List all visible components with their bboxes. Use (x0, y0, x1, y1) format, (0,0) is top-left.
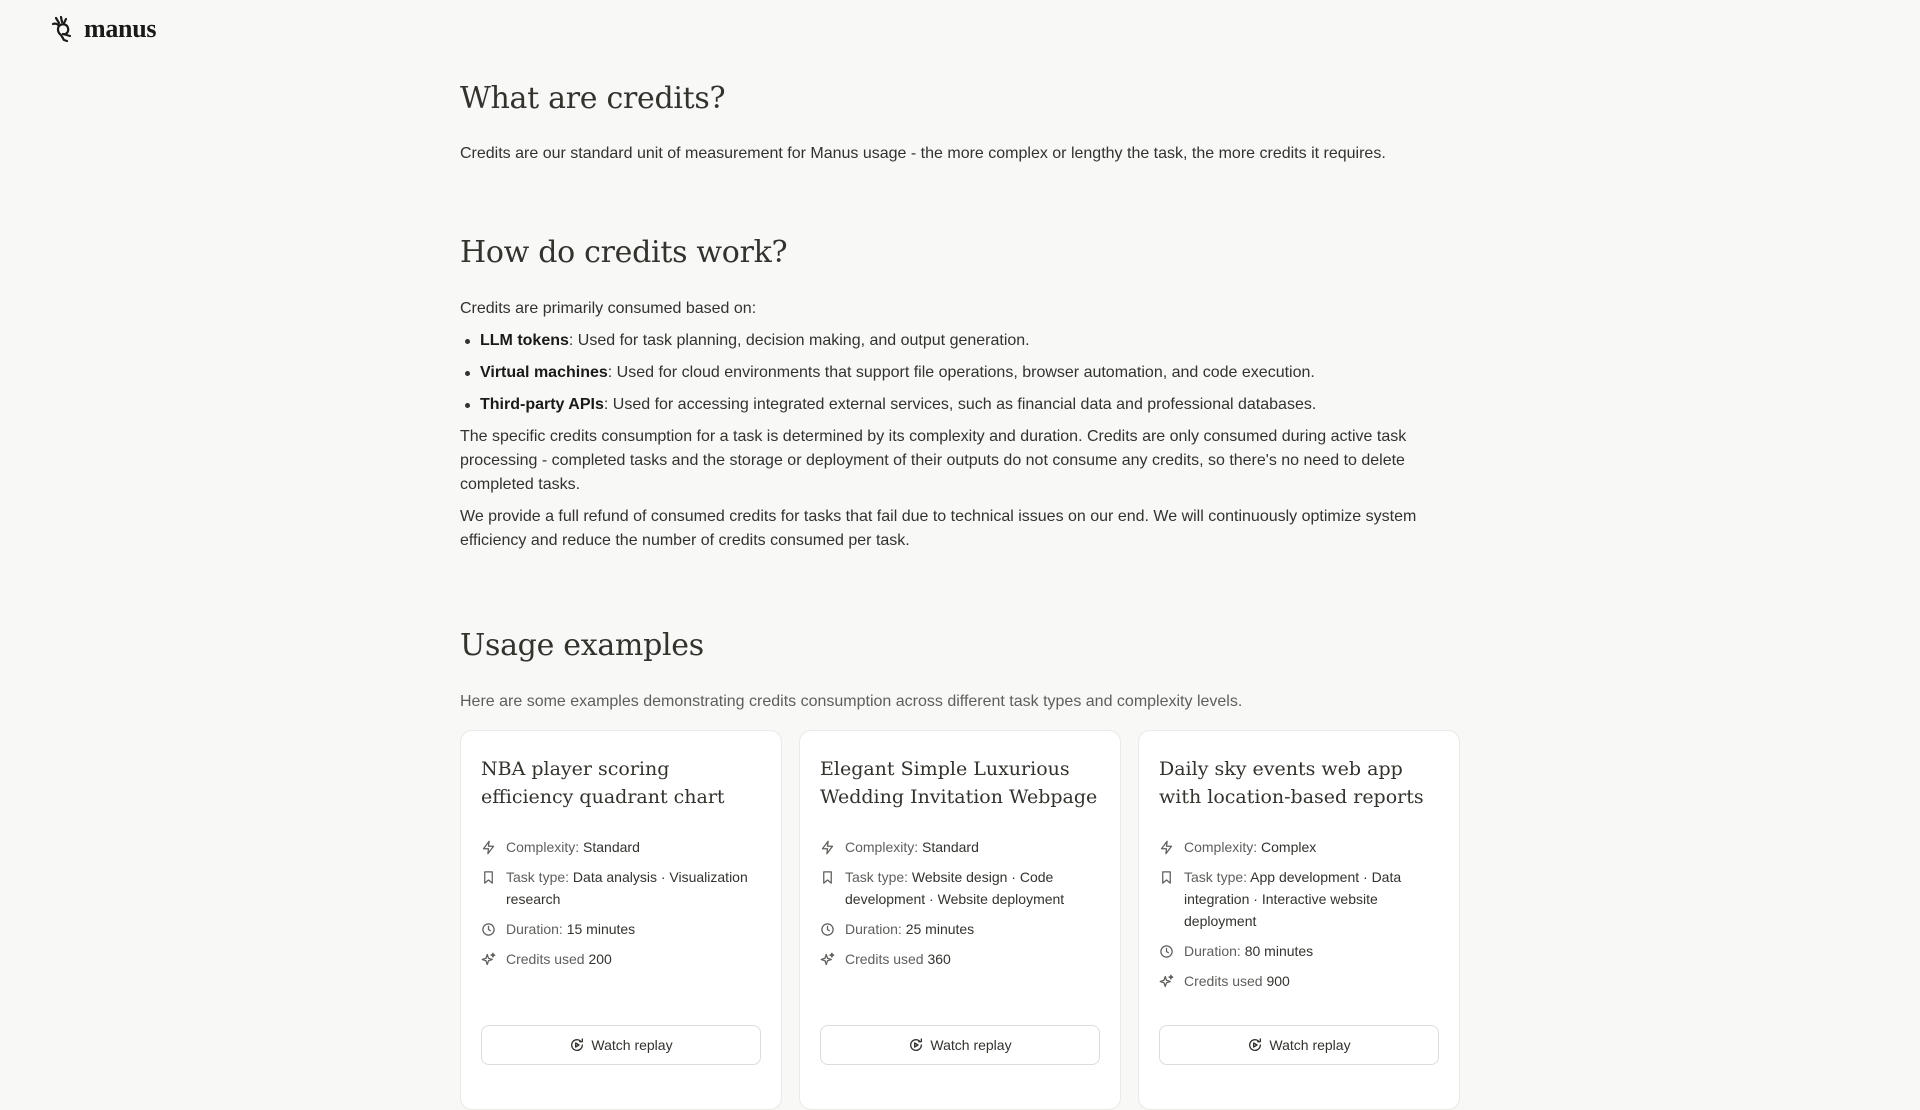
usage-example-cards (460, 730, 1460, 1110)
task-type-row (481, 866, 761, 910)
sparkle-icon (820, 948, 836, 970)
sparkle-icon (1159, 970, 1175, 992)
list-item-term: Virtual machines (480, 364, 608, 381)
credits-value: 900 (1266, 973, 1290, 989)
how-credits-work-content (460, 297, 1460, 553)
list-item-desc: : Used for cloud environments that support file operations, browser automation, and code execution. (607, 364, 1315, 381)
card-meta (481, 836, 761, 970)
watch-replay-button[interactable] (820, 1025, 1100, 1065)
card-title: Daily sky events web app with location-based reports (1159, 758, 1424, 808)
credits-label: Credits used (845, 951, 924, 967)
usage-card (799, 730, 1121, 1110)
clock-icon (1159, 940, 1175, 962)
complexity-value: Standard (583, 839, 640, 855)
replay-icon (1247, 1037, 1263, 1053)
clock-icon (481, 918, 497, 940)
credits-label: Credits used (506, 951, 585, 967)
lightning-icon (820, 836, 836, 858)
complexity-row (1159, 836, 1439, 858)
bookmark-icon (1159, 866, 1175, 888)
task-type-label: Task type: (845, 869, 909, 885)
credits-value: 360 (927, 951, 951, 967)
how-lead-text: Credits are primarily consumed based on: (460, 300, 757, 317)
refund-paragraph: We provide a full refund of consumed credits for tasks that fail due to technical issues on our end. We will continuously optimize system efficiency and reduce the number of credits consumed per task. (460, 508, 1417, 549)
replay-icon (569, 1037, 585, 1053)
complexity-label: Complexity: (506, 839, 580, 855)
complexity-label: Complexity: (1184, 839, 1258, 855)
task-type-label: Task type: (1184, 869, 1248, 885)
bookmark-icon (820, 866, 836, 888)
credits-row (820, 948, 1100, 970)
usage-card (1138, 730, 1460, 1110)
section-title-how-credits-work: How do credits work? (460, 235, 788, 270)
usage-card (460, 730, 782, 1110)
duration-label: Duration: (506, 921, 563, 937)
complexity-row (820, 836, 1100, 858)
list-item-term: LLM tokens (480, 332, 569, 349)
credits-row (481, 948, 761, 970)
duration-label: Duration: (1184, 943, 1241, 959)
bookmark-icon (481, 866, 497, 888)
task-type-value: Website design · Code development · Website deployment (845, 869, 1065, 907)
duration-value: 80 minutes (1244, 943, 1314, 959)
card-title: NBA player scoring efficiency quadrant chart (481, 758, 725, 808)
card-meta (820, 836, 1100, 970)
watch-replay-label: Watch replay (591, 1037, 673, 1053)
lightning-icon (481, 836, 497, 858)
task-type-value: App development · Data integration · Interactive website deployment (1184, 869, 1402, 929)
list-item (460, 393, 1460, 417)
complexity-row (481, 836, 761, 858)
consumption-list (460, 329, 1460, 417)
clock-icon (820, 918, 836, 940)
duration-row (1159, 940, 1439, 962)
card-meta (1159, 836, 1439, 992)
complexity-value: Standard (922, 839, 979, 855)
lightning-icon (1159, 836, 1175, 858)
section-title-what-are-credits: What are credits? (460, 81, 726, 116)
duration-label: Duration: (845, 921, 902, 937)
watch-replay-label: Watch replay (930, 1037, 1012, 1053)
complexity-label: Complexity: (845, 839, 919, 855)
credits-row (1159, 970, 1439, 992)
credits-label: Credits used (1184, 973, 1263, 989)
complexity-value: Complex (1261, 839, 1317, 855)
watch-replay-button[interactable] (481, 1025, 761, 1065)
list-item-desc: : Used for accessing integrated external services, such as financial data and professional databases. (603, 396, 1317, 413)
task-type-row (820, 866, 1100, 910)
usage-intro-text: Here are some examples demonstrating credits consumption across different task types and complexity levels. (460, 693, 1243, 710)
task-type-label: Task type: (506, 869, 570, 885)
duration-value: 15 minutes (566, 921, 636, 937)
list-item (460, 329, 1460, 353)
consumption-paragraph: The specific credits consumption for a task is determined by its complexity and duration. Credits are only consumed during active task processing - completed tasks and the storage or deployment of their outputs do not consume any credits, so there's no need to delete completed tasks. (460, 428, 1407, 493)
list-item (460, 361, 1460, 385)
intro-paragraph: Credits are our standard unit of measurement for Manus usage - the more complex or lengthy the task, the more credits it requires. (460, 145, 1386, 162)
brand-name[interactable]: manus (84, 14, 157, 43)
replay-icon (908, 1037, 924, 1053)
section-title-usage-examples: Usage examples (460, 628, 704, 663)
list-item-term: Third-party APIs (480, 396, 604, 413)
task-type-row (1159, 866, 1439, 932)
manus-hand-icon[interactable] (50, 14, 76, 44)
duration-value: 25 minutes (905, 921, 975, 937)
duration-row (820, 918, 1100, 940)
card-title: Elegant Simple Luxurious Wedding Invitation Webpage (820, 758, 1098, 808)
list-item-desc: : Used for task planning, decision making, and output generation. (568, 332, 1030, 349)
credits-value: 200 (588, 951, 612, 967)
sparkle-icon (481, 948, 497, 970)
watch-replay-button[interactable] (1159, 1025, 1439, 1065)
duration-row (481, 918, 761, 940)
site-header (50, 14, 156, 44)
watch-replay-label: Watch replay (1269, 1037, 1351, 1053)
task-type-value: Data analysis · Visualization research (506, 869, 748, 907)
